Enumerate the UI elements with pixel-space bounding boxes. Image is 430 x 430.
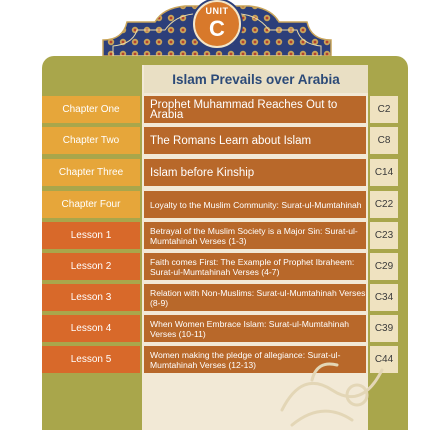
row-title: Women making the pledge of allegiance: Surat-ul-Mumtahinah Verses (12-13) [144,346,366,373]
row-label: Chapter One [42,96,140,123]
row-label: Chapter Three [42,159,140,186]
contents-row [42,191,408,218]
row-label: Chapter Four [42,191,140,218]
row-title: The Romans Learn about Islam [144,127,366,154]
row-page: C34 [370,284,398,311]
contents-row [42,284,408,311]
row-page: C14 [370,159,398,186]
row-page: C8 [370,127,398,154]
row-label: Lesson 1 [42,222,140,249]
row-title: Betrayal of the Muslim Society is a Major Sin: Surat-ul-Mumtahinah Verses (1-3) [144,222,366,249]
row-title: Relation with Non-Muslims: Surat-ul-Mumtahinah Verses (8-9) [144,284,366,311]
calligraphy-watermark-icon [262,340,392,430]
row-page: C44 [370,346,398,373]
row-title: When Women Embrace Islam: Surat-ul-Mumtahinah Verses (10-11) [144,315,366,342]
contents-row [42,222,408,249]
row-label: Lesson 2 [42,253,140,280]
contents-row [42,159,408,186]
row-page: C2 [370,96,398,123]
row-title: Loyalty to the Muslim Community: Surat-ul-Mumtahinah [144,191,366,218]
unit-badge [193,0,241,48]
row-page: C39 [370,315,398,342]
row-label: Lesson 4 [42,315,140,342]
unit-title: Islam Prevails over Arabia [144,65,368,93]
row-title: Prophet Muhammad Reaches Out to Arabia [144,96,366,123]
row-page: C23 [370,222,398,249]
row-page: C29 [370,253,398,280]
contents-row [42,253,408,280]
row-page: C22 [370,191,398,218]
unit-label: UNIT [205,6,229,16]
contents-row [42,127,408,154]
row-label: Lesson 5 [42,346,140,373]
row-label: Chapter Two [42,127,140,154]
row-title: Islam before Kinship [144,159,366,186]
row-label: Lesson 3 [42,284,140,311]
unit-letter: C [209,16,225,41]
row-title: Faith comes First: The Example of Prophet Ibraheem: Surat-ul-Mumtahinah Verses (4-7) [144,253,366,280]
contents-row [42,96,408,123]
contents-row [42,315,408,342]
